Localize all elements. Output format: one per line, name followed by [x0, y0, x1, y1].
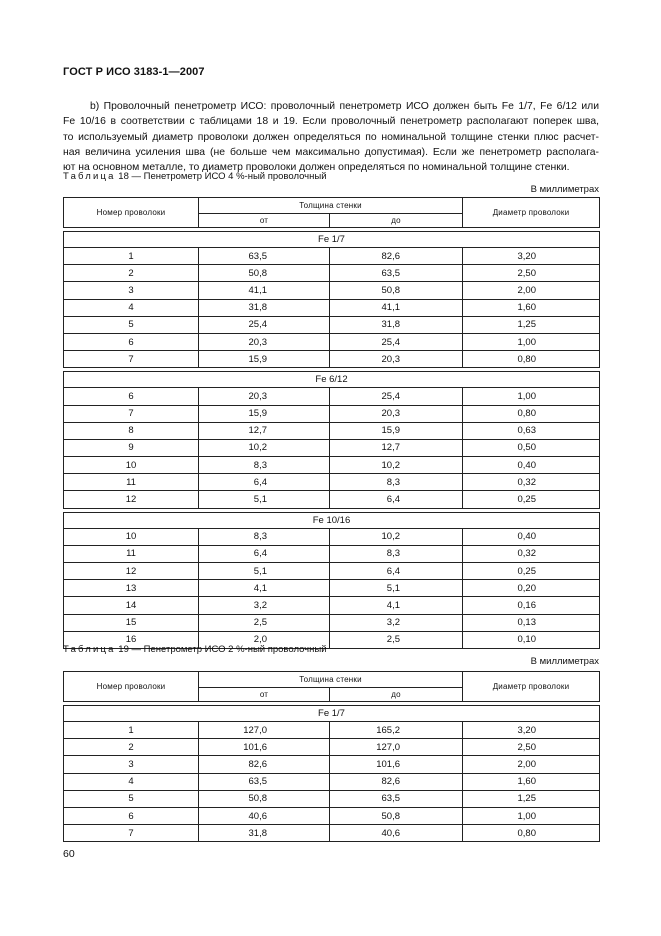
cell-thickness-to: 25,4 [330, 388, 463, 405]
table-19-body [64, 702, 600, 842]
cell-diameter: 0,25 [463, 491, 600, 508]
cell-wire-number: 2 [64, 265, 199, 282]
cell-thickness-from: 5,1 [199, 491, 330, 508]
cell-wire-number: 7 [64, 825, 199, 842]
table-row [64, 316, 600, 333]
cell-diameter: 0,40 [463, 528, 600, 545]
cell-thickness-to: 41,1 [330, 299, 463, 316]
cell-thickness-to: 6,4 [330, 491, 463, 508]
cell-wire-number: 1 [64, 248, 199, 265]
cell-thickness-to: 82,6 [330, 773, 463, 790]
paragraph-line: Fe 10/16 в соответствии с таблицами 18 и 19. Если проволочный пенетрометр располагают поперек шва, [63, 116, 599, 128]
cell-wire-number: 4 [64, 773, 199, 790]
header-to: до [330, 688, 463, 702]
cell-wire-number: 8 [64, 422, 199, 439]
table-caption-word: Таблица [63, 171, 116, 182]
table-row [64, 388, 600, 405]
table-18-caption [63, 171, 327, 182]
cell-thickness-from: 25,4 [199, 316, 330, 333]
cell-wire-number: 7 [64, 351, 199, 368]
table-row [64, 563, 600, 580]
cell-thickness-from: 2,0 [199, 631, 330, 648]
cell-diameter: 0,10 [463, 631, 600, 648]
table-row [64, 614, 600, 631]
paragraph-line: ная величина усиления шва (не больше чем максимально допустимая). Если же пенетрометр располага- [63, 146, 599, 158]
table-caption-text: 18 — Пенетрометр ИСО 4 %-ный проволочный [115, 171, 327, 182]
group-title: Fe 6/12 [64, 372, 600, 388]
cell-wire-number: 2 [64, 739, 199, 756]
table-row [64, 265, 600, 282]
cell-thickness-from: 101,6 [199, 739, 330, 756]
cell-wire-number: 16 [64, 631, 199, 648]
cell-thickness-from: 2,5 [199, 614, 330, 631]
cell-thickness-to: 8,3 [330, 545, 463, 562]
cell-thickness-to: 82,6 [330, 248, 463, 265]
cell-thickness-from: 6,4 [199, 474, 330, 491]
cell-thickness-from: 20,3 [199, 333, 330, 350]
cell-thickness-to: 10,2 [330, 528, 463, 545]
cell-thickness-from: 41,1 [199, 282, 330, 299]
header-to: до [330, 214, 463, 228]
header-wire-number: Номер проволоки [64, 198, 199, 228]
cell-wire-number: 4 [64, 299, 199, 316]
cell-wire-number: 11 [64, 545, 199, 562]
cell-thickness-to: 165,2 [330, 722, 463, 739]
cell-diameter: 0,40 [463, 457, 600, 474]
header-wall-thickness: Толщина стенки [199, 672, 463, 688]
cell-thickness-from: 5,1 [199, 563, 330, 580]
table-row [64, 739, 600, 756]
group-row [64, 232, 600, 248]
cell-diameter: 3,20 [463, 248, 600, 265]
table-row [64, 773, 600, 790]
cell-diameter: 0,63 [463, 422, 600, 439]
cell-diameter: 2,50 [463, 265, 600, 282]
table-row [64, 299, 600, 316]
paragraph-line: b) Проволочный пенетрометр ИСО: проволочный пенетрометр ИСО должен быть Fe 1/7, Fe 6/12 или [90, 101, 599, 112]
cell-diameter: 0,13 [463, 614, 600, 631]
cell-thickness-from: 50,8 [199, 790, 330, 807]
cell-thickness-from: 10,2 [199, 439, 330, 456]
cell-thickness-to: 2,5 [330, 631, 463, 648]
table-19-unit: В миллиметрах [530, 656, 599, 667]
table-row [64, 351, 600, 368]
cell-diameter: 1,00 [463, 388, 600, 405]
cell-wire-number: 6 [64, 388, 199, 405]
cell-diameter: 1,00 [463, 333, 600, 350]
cell-thickness-from: 8,3 [199, 528, 330, 545]
paragraph-line: ют на основном металле, то диаметр проволоки должен определяться по номинальной толщине стенки. [63, 162, 570, 174]
cell-thickness-to: 101,6 [330, 756, 463, 773]
cell-thickness-to: 127,0 [330, 739, 463, 756]
cell-thickness-from: 127,0 [199, 722, 330, 739]
cell-wire-number: 6 [64, 807, 199, 824]
body-paragraph [63, 99, 599, 175]
cell-thickness-to: 4,1 [330, 597, 463, 614]
cell-thickness-to: 63,5 [330, 265, 463, 282]
cell-wire-number: 14 [64, 597, 199, 614]
header-from: от [199, 214, 330, 228]
cell-thickness-to: 8,3 [330, 474, 463, 491]
cell-diameter: 2,00 [463, 282, 600, 299]
cell-thickness-from: 12,7 [199, 422, 330, 439]
cell-thickness-to: 50,8 [330, 282, 463, 299]
cell-wire-number: 15 [64, 614, 199, 631]
header-wire-number: Номер проволоки [64, 672, 199, 702]
group-row [64, 706, 600, 722]
cell-thickness-to: 20,3 [330, 405, 463, 422]
cell-thickness-to: 6,4 [330, 563, 463, 580]
page-number: 60 [63, 848, 75, 860]
table-row [64, 248, 600, 265]
cell-thickness-to: 40,6 [330, 825, 463, 842]
cell-diameter: 0,25 [463, 563, 600, 580]
table-row [64, 825, 600, 842]
table-row [64, 756, 600, 773]
cell-wire-number: 10 [64, 457, 199, 474]
cell-diameter: 2,00 [463, 756, 600, 773]
table-18 [63, 197, 600, 649]
table-row [64, 491, 600, 508]
cell-wire-number: 11 [64, 474, 199, 491]
table-row [64, 282, 600, 299]
cell-diameter: 0,32 [463, 474, 600, 491]
table-19 [63, 671, 600, 842]
cell-thickness-to: 63,5 [330, 790, 463, 807]
cell-thickness-from: 50,8 [199, 265, 330, 282]
cell-thickness-from: 3,2 [199, 597, 330, 614]
cell-wire-number: 13 [64, 580, 199, 597]
table-row [64, 439, 600, 456]
cell-thickness-to: 12,7 [330, 439, 463, 456]
group-title: Fe 1/7 [64, 232, 600, 248]
table-row [64, 405, 600, 422]
cell-diameter: 1,60 [463, 773, 600, 790]
cell-diameter: 0,80 [463, 405, 600, 422]
cell-wire-number: 1 [64, 722, 199, 739]
cell-thickness-from: 63,5 [199, 248, 330, 265]
document-header: ГОСТ Р ИСО 3183-1—2007 [63, 66, 205, 78]
cell-diameter: 3,20 [463, 722, 600, 739]
cell-diameter: 1,60 [463, 299, 600, 316]
table-18-body [64, 228, 600, 649]
cell-diameter: 0,50 [463, 439, 600, 456]
table-caption-word: Таблица [63, 644, 116, 655]
cell-thickness-from: 15,9 [199, 405, 330, 422]
table-row [64, 333, 600, 350]
cell-diameter: 1,25 [463, 316, 600, 333]
cell-thickness-from: 31,8 [199, 299, 330, 316]
cell-diameter: 1,00 [463, 807, 600, 824]
cell-thickness-to: 15,9 [330, 422, 463, 439]
cell-diameter: 0,20 [463, 580, 600, 597]
header-from: от [199, 688, 330, 702]
table-row [64, 722, 600, 739]
cell-thickness-from: 20,3 [199, 388, 330, 405]
cell-thickness-from: 6,4 [199, 545, 330, 562]
cell-wire-number: 6 [64, 333, 199, 350]
cell-thickness-from: 31,8 [199, 825, 330, 842]
cell-thickness-from: 63,5 [199, 773, 330, 790]
cell-wire-number: 3 [64, 282, 199, 299]
table-row [64, 545, 600, 562]
cell-wire-number: 5 [64, 790, 199, 807]
cell-thickness-from: 15,9 [199, 351, 330, 368]
table-row [64, 528, 600, 545]
cell-diameter: 1,25 [463, 790, 600, 807]
cell-thickness-from: 8,3 [199, 457, 330, 474]
table-row [64, 457, 600, 474]
cell-thickness-from: 4,1 [199, 580, 330, 597]
table-row [64, 474, 600, 491]
cell-diameter: 0,16 [463, 597, 600, 614]
table-row [64, 597, 600, 614]
cell-wire-number: 9 [64, 439, 199, 456]
cell-wire-number: 5 [64, 316, 199, 333]
cell-wire-number: 10 [64, 528, 199, 545]
table-caption-text: 19 — Пенетрометр ИСО 2 %-ный проволочный [115, 644, 327, 655]
cell-wire-number: 12 [64, 563, 199, 580]
table-row [64, 790, 600, 807]
table-row [64, 422, 600, 439]
cell-thickness-to: 10,2 [330, 457, 463, 474]
cell-wire-number: 12 [64, 491, 199, 508]
header-wall-thickness: Толщина стенки [199, 198, 463, 214]
header-diameter: Диаметр проволоки [463, 198, 600, 228]
cell-thickness-to: 50,8 [330, 807, 463, 824]
cell-diameter: 0,80 [463, 825, 600, 842]
group-title: Fe 1/7 [64, 706, 600, 722]
table-row [64, 807, 600, 824]
header-diameter: Диаметр проволоки [463, 672, 600, 702]
cell-thickness-to: 20,3 [330, 351, 463, 368]
cell-wire-number: 3 [64, 756, 199, 773]
table-19-caption [63, 644, 327, 655]
cell-diameter: 0,32 [463, 545, 600, 562]
group-title: Fe 10/16 [64, 512, 600, 528]
cell-thickness-to: 25,4 [330, 333, 463, 350]
cell-thickness-to: 3,2 [330, 614, 463, 631]
cell-wire-number: 7 [64, 405, 199, 422]
cell-thickness-to: 31,8 [330, 316, 463, 333]
paragraph-line: то используемый диаметр проволоки должен определяться по номинальной толщине стенки плюс расчет- [63, 131, 599, 143]
cell-thickness-to: 5,1 [330, 580, 463, 597]
cell-thickness-from: 40,6 [199, 807, 330, 824]
group-row [64, 512, 600, 528]
cell-thickness-from: 82,6 [199, 756, 330, 773]
cell-diameter: 2,50 [463, 739, 600, 756]
cell-diameter: 0,80 [463, 351, 600, 368]
table-row [64, 580, 600, 597]
table-18-unit: В миллиметрах [530, 184, 599, 195]
group-row [64, 372, 600, 388]
